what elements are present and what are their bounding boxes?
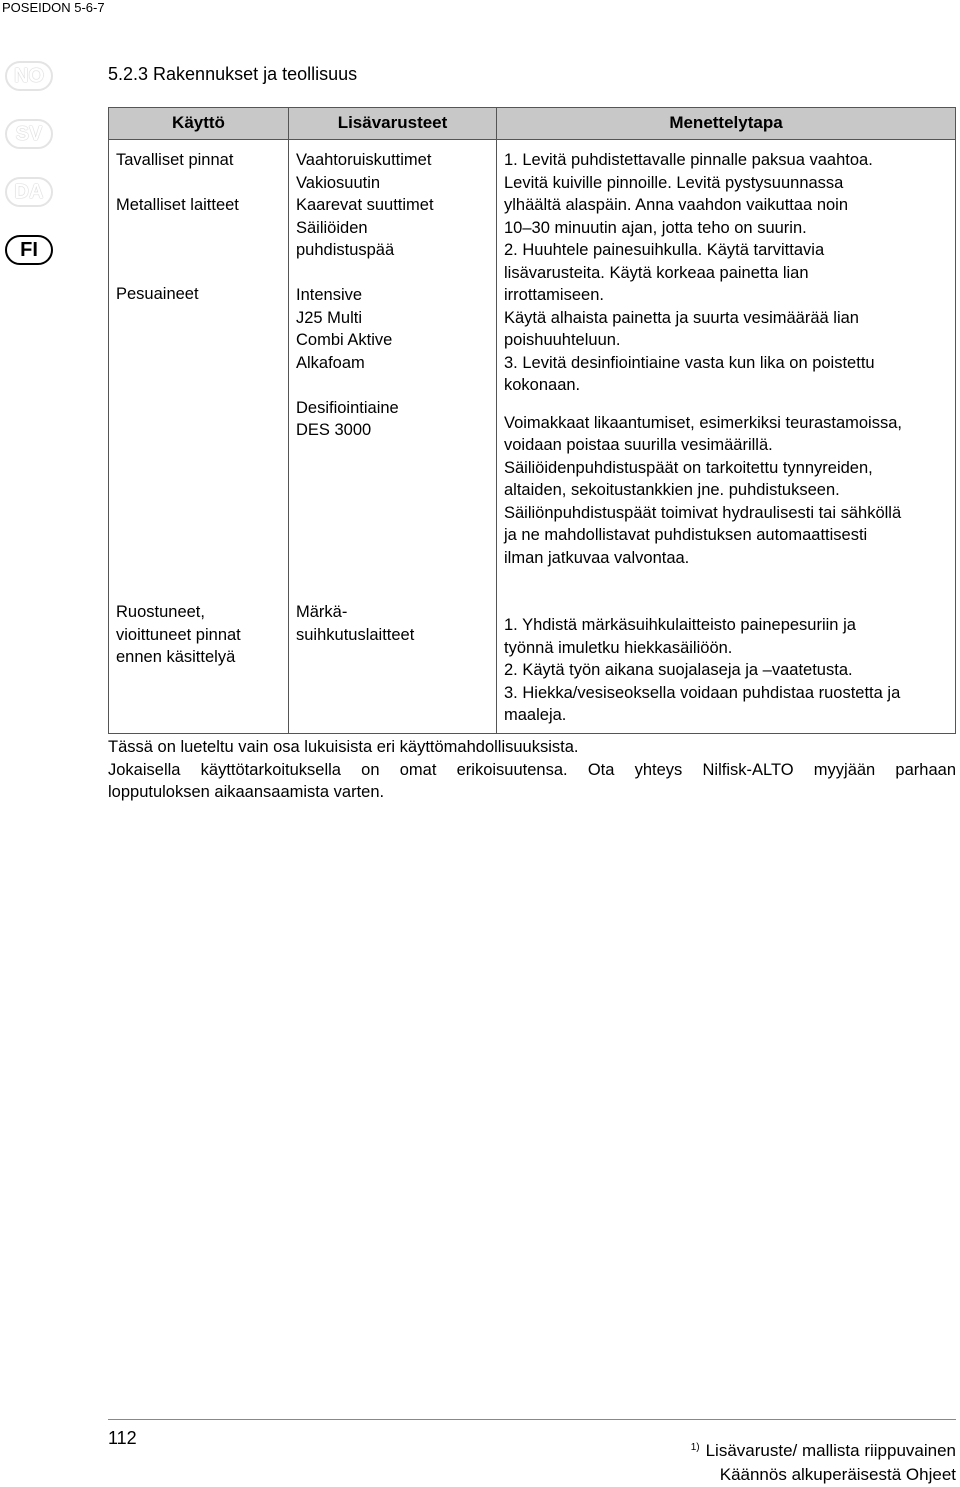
- language-tab-no[interactable]: [5, 61, 53, 91]
- usage-note-line: Jokaisella käyttötarkoituksella on omat erikoisuutensa. Ota yhteys Nilfisk-ALTO myyjään parhaan: [108, 760, 956, 779]
- language-code: SV: [15, 122, 43, 145]
- accessory-line: DES 3000: [296, 421, 372, 439]
- column-header-usage: Käyttö: [109, 108, 289, 140]
- column-header-procedure: Menettelytapa: [497, 108, 956, 140]
- language-code: NO: [14, 64, 44, 87]
- table-header-row: [109, 108, 956, 140]
- usage-table: [108, 107, 956, 734]
- procedure-step-line: 1. Yhdistä märkäsuihkulaitteisto painepesuriin ja: [504, 616, 856, 634]
- procedure-cell: [497, 140, 956, 601]
- note-line: Säiliöidenpuhdistuspäät on tarkoitettu tynnyreiden,: [504, 458, 873, 477]
- footer-notes: [691, 1436, 956, 1487]
- accessory-line: Intensive: [296, 286, 363, 304]
- column-header-accessories: Lisävarusteet: [289, 108, 497, 140]
- table-row: [109, 600, 956, 734]
- header-model-label: POSEIDON 5-6-7: [2, 0, 105, 15]
- language-tab-da[interactable]: [5, 177, 53, 207]
- accessory-line: Vaahtoruiskuttimet: [296, 151, 432, 169]
- accessory-line: suihkutuslaitteet: [296, 625, 415, 644]
- note-line: ja ne mahdollistavat puhdistuksen automaattisesti: [504, 526, 868, 544]
- usage-line: Ruostuneet,: [116, 603, 205, 621]
- section-title: 5.2.3 Rakennukset ja teollisuus: [108, 64, 358, 84]
- note-line: ilman jatkuvaa valvontaa.: [504, 548, 690, 567]
- language-tab-fi[interactable]: [5, 235, 53, 265]
- procedure-step-line: 2. Käytä työn aikana suojalaseja ja –vaatetusta.: [504, 661, 853, 679]
- procedure-step-line: maaleja.: [504, 706, 567, 724]
- usage-note-paragraph: [108, 736, 956, 804]
- procedure-step-line: 3. Levitä desinfiointiaine vasta kun lika on poistettu: [504, 353, 875, 372]
- usage-cell: [109, 140, 289, 601]
- procedure-step-line: ylhäältä alaspäin. Anna vaahdon vaikuttaa noin: [504, 196, 849, 214]
- accessory-line: Kaarevat suuttimet: [296, 196, 434, 214]
- accessory-line: Säiliöiden: [296, 218, 368, 237]
- procedure-step-line: 3. Hiekka/vesiseoksella voidaan puhdistaa ruostetta ja: [504, 683, 901, 702]
- language-code: DA: [14, 180, 44, 203]
- usage-cell: [109, 600, 289, 734]
- translation-note: Käännös alkuperäisestä Ohjeet: [719, 1465, 956, 1484]
- usage-line: Metalliset laitteet: [116, 195, 239, 214]
- note-line: Voimakkaat likaantumiset, esimerkiksi teurastamoissa,: [504, 413, 902, 432]
- procedure-step-line: Käytä alhaista painetta ja suurta vesimäärää lian: [504, 308, 859, 327]
- accessory-line: Desifiointiaine: [296, 398, 399, 417]
- accessory-line: J25 Multi: [296, 308, 363, 327]
- footer-footnote: [691, 1436, 956, 1463]
- table-row: [109, 140, 956, 601]
- procedure-step-line: työnnä imuletku hiekkasäiliöön.: [504, 638, 733, 657]
- accessory-line: Märkä-: [296, 603, 348, 621]
- accessory-line: puhdistuspää: [296, 241, 395, 259]
- page-number: 112: [108, 1428, 137, 1448]
- procedure-step-line: irrottamiseen.: [504, 286, 604, 304]
- footnote-text: Lisävaruste/ mallista riippuvainen: [705, 1441, 956, 1460]
- procedure-step-line: 2. Huuhtele painesuihkulla. Käytä tarvittavia: [504, 241, 825, 259]
- usage-line: Pesuaineet: [116, 285, 199, 303]
- accessory-line: Combi Aktive: [296, 331, 393, 349]
- note-line: Säiliönpuhdistuspäät toimivat hydraulisesti tai sähköllä: [504, 503, 902, 522]
- procedure-step-line: 10–30 minuutin ajan, jotta teho on suurin.: [504, 218, 807, 237]
- procedure-step-line: 1. Levitä puhdistettavalle pinnalle paksua vaahtoa.: [504, 151, 873, 169]
- footnote-marker: 1): [690, 1442, 700, 1453]
- procedure-step-line: kokonaan.: [504, 376, 581, 394]
- usage-line: Tavalliset pinnat: [116, 151, 234, 169]
- footer-divider: [108, 1419, 956, 1420]
- language-code: FI: [20, 238, 38, 261]
- note-line: voidaan poistaa suurilla vesimäärillä.: [504, 436, 773, 454]
- accessory-line: Vakiosuutin: [296, 173, 381, 192]
- note-line: altaiden, sekoitustankkien jne. puhdistukseen.: [504, 481, 840, 499]
- usage-note-line: Tässä on lueteltu vain osa lukuisista eri käyttömahdollisuuksista.: [108, 738, 579, 756]
- usage-line: ennen käsittelyä: [116, 648, 236, 666]
- procedure-cell: [497, 600, 956, 734]
- language-tab-sv[interactable]: [5, 119, 53, 149]
- usage-note-line: lopputuloksen aikaansaamista varten.: [108, 783, 385, 801]
- usage-line: vioittuneet pinnat: [116, 625, 241, 644]
- procedure-step-line: Levitä kuiville pinnoille. Levitä pystysuunnassa: [504, 173, 844, 192]
- accessories-cell: [289, 140, 497, 601]
- procedure-step-line: lisävarusteita. Käytä korkeaa painetta lian: [504, 263, 809, 282]
- accessories-cell: [289, 600, 497, 734]
- accessory-line: Alkafoam: [296, 353, 365, 372]
- procedure-step-line: poishuuhteluun.: [504, 331, 621, 349]
